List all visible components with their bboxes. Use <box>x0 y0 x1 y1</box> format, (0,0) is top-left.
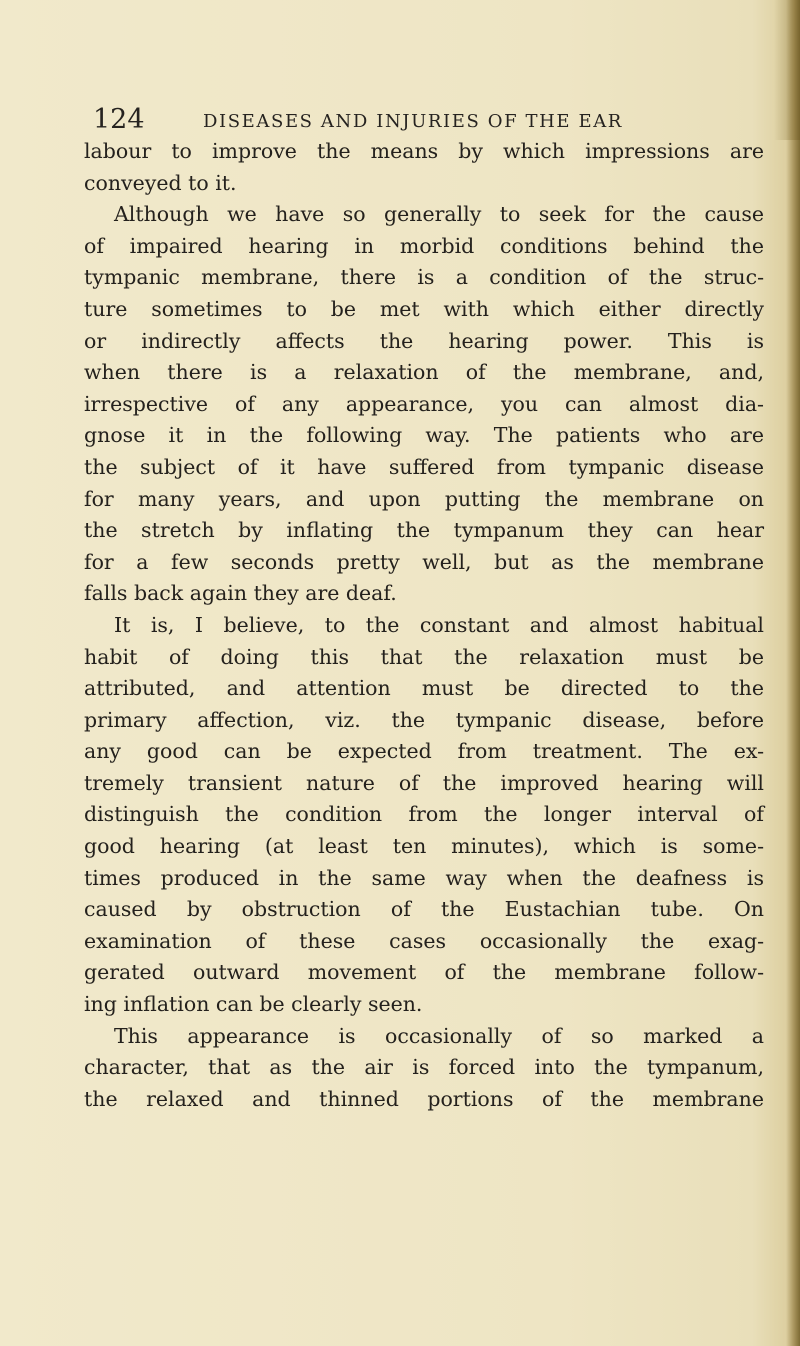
text-line: conveyed to it. <box>84 170 237 195</box>
text-line: ture sometimes to be met with which either directly <box>84 296 764 321</box>
text-line: good hearing (at least ten minutes), which is some- <box>84 834 764 859</box>
text-line: habit of doing this that the relaxation must be <box>84 644 764 669</box>
text-line: attributed, and attention must be directed to the <box>84 676 764 701</box>
text-line: when there is a relaxation of the membrane, and, <box>84 360 764 385</box>
text-line: character, that as the air is forced into the tympanum, <box>84 1055 764 1080</box>
body-text <box>84 136 764 1115</box>
text-line: labour to improve the means by which impressions are <box>84 139 764 163</box>
text-line: irrespective of any appearance, you can almost dia- <box>84 391 764 416</box>
text-line: the stretch by inflating the tympanum they can hear <box>84 518 764 543</box>
text-line: for many years, and upon putting the membrane on <box>84 486 764 511</box>
text-line: tympanic membrane, there is a condition of the struc- <box>84 265 764 290</box>
page-header <box>93 103 773 137</box>
text-line: for a few seconds pretty well, but as the membrane <box>84 549 764 574</box>
text-line: primary affection, viz. the tympanic disease, before <box>84 707 764 732</box>
page-number: 124 <box>93 104 145 135</box>
text-line: examination of these cases occasionally the exag- <box>84 928 764 953</box>
text-line: ing inflation can be clearly seen. <box>84 992 423 1017</box>
text-line: This appearance is occasionally of so marked a <box>114 1023 764 1048</box>
text-line: distinguish the condition from the longer interval of <box>84 802 764 827</box>
text-line: gerated outward movement of the membrane follow- <box>84 960 764 985</box>
page-edge-shadow <box>786 0 800 1346</box>
text-line: caused by obstruction of the Eustachian tube. On <box>84 897 764 922</box>
text-line: the relaxed and thinned portions of the membrane <box>84 1086 764 1111</box>
text-line: falls back again they are deaf. <box>84 581 397 606</box>
text-line: gnose it in the following way. The patients who are <box>84 423 764 448</box>
text-line: tremely transient nature of the improved hearing will <box>84 770 764 795</box>
running-head: DISEASES AND INJURIES OF THE EAR <box>203 111 623 132</box>
text-line: It is, I believe, to the constant and almost habitual <box>114 612 764 637</box>
text-line: of impaired hearing in morbid conditions behind the <box>84 233 764 258</box>
text-line: times produced in the same way when the deafness is <box>84 865 764 890</box>
text-line: the subject of it have suffered from tympanic disease <box>84 454 764 479</box>
text-line: Although we have so generally to seek for the cause <box>114 202 764 227</box>
text-line: any good can be expected from treatment. The ex- <box>84 739 764 764</box>
text-line: or indirectly affects the hearing power. This is <box>84 328 764 353</box>
